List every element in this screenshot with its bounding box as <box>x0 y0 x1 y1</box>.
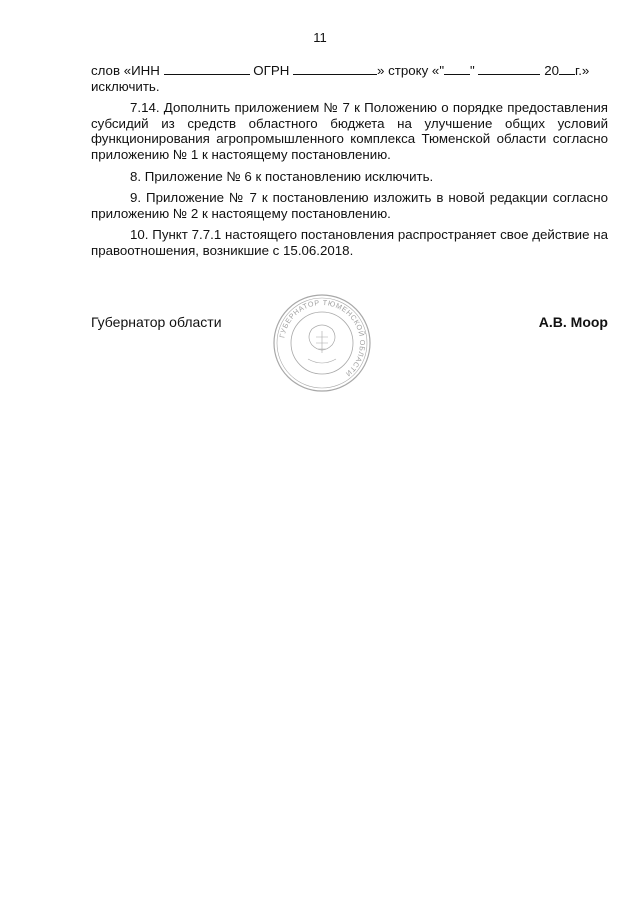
text-fragment: » строку «" <box>377 63 445 78</box>
text-fragment: ОГРН <box>253 63 290 78</box>
paragraph-9: 9. Приложение № 7 к постановлению изложить в новой редакции согласно приложению № 2 к настоящему постановлению. <box>91 190 608 221</box>
blank-line <box>478 62 540 75</box>
document-body <box>91 62 608 259</box>
text-fragment: г.» <box>574 63 590 78</box>
text-fragment: слов «ИНН <box>91 63 160 78</box>
paragraph-7-14: 7.14. Дополнить приложением № 7 к Положению о порядке предоставления субсидий из средств областного бюджета на улучшение общих условий функционирования агропромышленного комплекса Тюменской области согласно приложению № 1 к настоящему постановлению. <box>91 100 608 162</box>
paragraph-8: 8. Приложение № 6 к постановлению исключить. <box>130 168 434 184</box>
svg-text:ГУБЕРНАТОР ТЮМЕНСКОЙ ОБЛАСТИ: ГУБЕРНАТОР ТЮМЕНСКОЙ ОБЛАСТИ <box>277 297 368 379</box>
blank-line <box>293 62 377 75</box>
signer-title: Губернатор области <box>91 314 222 330</box>
blank-line <box>164 62 250 75</box>
text-fragment: 20 <box>544 63 559 78</box>
text-fragment: исключить. <box>91 78 160 94</box>
paragraph-continuation <box>91 62 608 94</box>
blank-line <box>444 62 470 75</box>
page-number: 11 <box>313 30 327 45</box>
signer-name: А.В. Моор <box>538 314 608 330</box>
paragraph-10: 10. Пункт 7.7.1 настоящего постановления распространяет свое действие на правоотношения, возникшие с 15.06.2018. <box>91 227 608 258</box>
blank-line <box>559 62 575 75</box>
official-seal-icon <box>272 293 372 393</box>
text-fragment: " <box>470 63 475 78</box>
